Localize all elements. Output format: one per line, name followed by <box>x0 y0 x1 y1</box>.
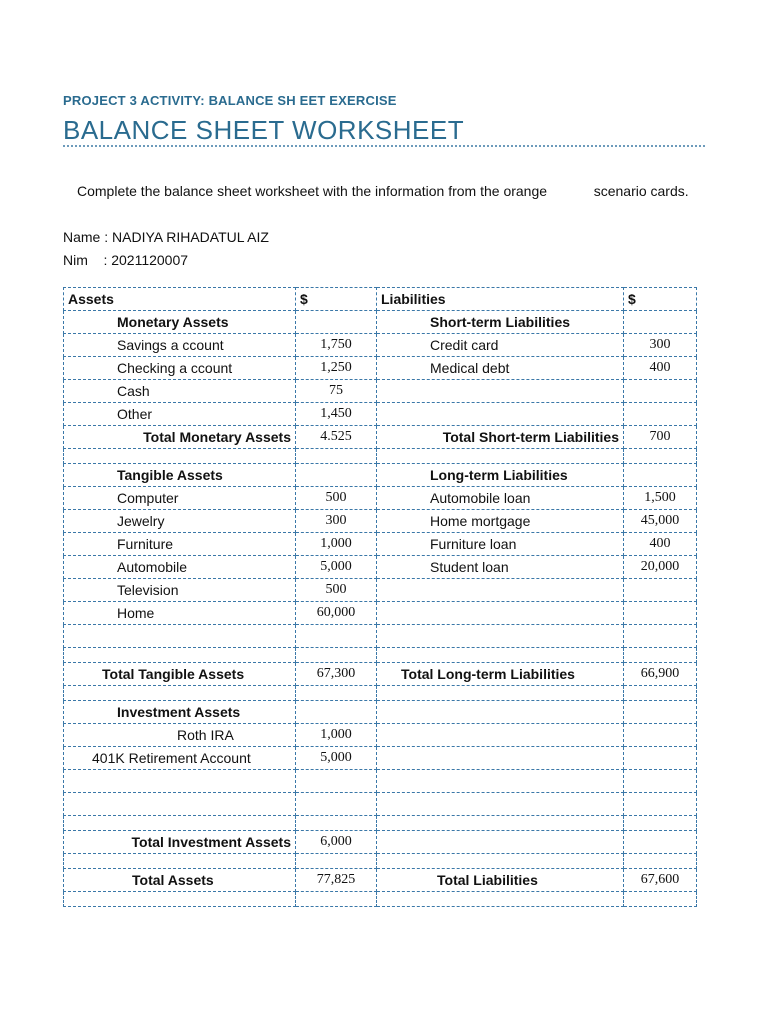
liability-value: 400 <box>624 533 697 556</box>
activity-kicker: PROJECT 3 ACTIVITY: BALANCE SH EET EXERCISE <box>63 93 397 108</box>
instructions-text: Complete the balance sheet worksheet with the information from the orange scenario cards. <box>77 183 689 199</box>
table-row <box>64 380 697 403</box>
table-row <box>64 426 697 449</box>
asset-value: 1,000 <box>296 533 377 556</box>
asset-label: Other <box>64 403 296 426</box>
liability-label: Student loan <box>377 556 624 579</box>
value-cell <box>296 464 377 487</box>
section-heading: Tangible Assets <box>64 464 296 487</box>
asset-value: 5,000 <box>296 556 377 579</box>
total-label: Total Tangible Assets <box>64 663 296 686</box>
empty-cell <box>377 579 624 602</box>
spacer-row <box>64 854 697 869</box>
table-row <box>64 357 697 380</box>
liability-label: Automobile loan <box>377 487 624 510</box>
empty-cell <box>377 724 624 747</box>
total-label: Total Investment Assets <box>64 831 296 854</box>
table-row <box>64 556 697 579</box>
asset-value: 1,450 <box>296 403 377 426</box>
empty-cell <box>624 724 697 747</box>
empty-cell <box>624 602 697 625</box>
table-row <box>64 747 697 770</box>
spacer-row <box>64 892 697 907</box>
liability-label: Medical debt <box>377 357 624 380</box>
asset-value: 500 <box>296 579 377 602</box>
value-cell <box>624 464 697 487</box>
empty-row <box>64 625 697 648</box>
total-value: 700 <box>624 426 697 449</box>
total-value: 4.525 <box>296 426 377 449</box>
asset-value: 60,000 <box>296 602 377 625</box>
empty-cell <box>377 747 624 770</box>
table-row <box>64 602 697 625</box>
liability-label: Furniture loan <box>377 533 624 556</box>
table-row <box>64 724 697 747</box>
empty-row <box>64 770 697 793</box>
liability-label: Credit card <box>377 334 624 357</box>
total-label: Total Monetary Assets <box>64 426 296 449</box>
asset-label: Savings a ccount <box>64 334 296 357</box>
asset-value: 1,250 <box>296 357 377 380</box>
empty-cell <box>624 831 697 854</box>
table-row <box>64 464 697 487</box>
empty-cell <box>377 380 624 403</box>
empty-cell <box>624 380 697 403</box>
empty-cell <box>624 747 697 770</box>
asset-value: 5,000 <box>296 747 377 770</box>
asset-label: Automobile <box>64 556 296 579</box>
empty-cell <box>377 602 624 625</box>
table-row <box>64 311 697 334</box>
liability-label: Home mortgage <box>377 510 624 533</box>
empty-cell <box>624 403 697 426</box>
table-row <box>64 579 697 602</box>
asset-value: 1,750 <box>296 334 377 357</box>
asset-value: 300 <box>296 510 377 533</box>
total-value: 66,900 <box>624 663 697 686</box>
empty-row <box>64 793 697 816</box>
table-row <box>64 487 697 510</box>
section-heading: Investment Assets <box>64 701 296 724</box>
header-liabilities: Liabilities <box>377 288 624 311</box>
asset-label: Checking a ccount <box>64 357 296 380</box>
page-title: BALANCE SHEET WORKSHEET <box>63 115 465 145</box>
total-label: Total Short-term Liabilities <box>377 426 624 449</box>
liability-value: 20,000 <box>624 556 697 579</box>
asset-label: Furniture <box>64 533 296 556</box>
student-nim: Nim : 2021120007 <box>63 252 189 268</box>
liability-value: 45,000 <box>624 510 697 533</box>
table-row <box>64 663 697 686</box>
value-cell <box>624 311 697 334</box>
grand-total-label: Total Assets <box>64 869 296 892</box>
student-name: Name : NADIYA RIHADATUL AIZ <box>63 229 269 245</box>
table-row <box>64 831 697 854</box>
section-heading: Short-term Liabilities <box>377 311 624 334</box>
asset-value: 75 <box>296 380 377 403</box>
empty-cell <box>296 701 377 724</box>
table-row <box>64 701 697 724</box>
table-row <box>64 403 697 426</box>
asset-label: Home <box>64 602 296 625</box>
total-value: 67,300 <box>296 663 377 686</box>
header-liabilities-dollar: $ <box>624 288 697 311</box>
table-row <box>64 334 697 357</box>
liability-value: 400 <box>624 357 697 380</box>
total-value: 6,000 <box>296 831 377 854</box>
liability-value: 1,500 <box>624 487 697 510</box>
table-row <box>64 533 697 556</box>
header-assets-dollar: $ <box>296 288 377 311</box>
asset-label: Television <box>64 579 296 602</box>
header-assets: Assets <box>64 288 296 311</box>
section-heading: Monetary Assets <box>64 311 296 334</box>
grand-total-label: Total Liabilities <box>377 869 624 892</box>
asset-label: Roth IRA <box>64 724 296 747</box>
empty-cell <box>377 831 624 854</box>
empty-cell <box>624 701 697 724</box>
spacer-row <box>64 648 697 663</box>
section-heading: Long-term Liabilities <box>377 464 624 487</box>
total-label: Total Long-term Liabilities <box>377 663 624 686</box>
table-header-row <box>64 288 697 311</box>
value-cell <box>296 311 377 334</box>
empty-cell <box>377 701 624 724</box>
asset-value: 500 <box>296 487 377 510</box>
asset-label: Computer <box>64 487 296 510</box>
title-divider <box>63 145 705 147</box>
asset-label: Cash <box>64 380 296 403</box>
empty-cell <box>377 403 624 426</box>
spacer-row <box>64 449 697 464</box>
balance-sheet-table <box>63 287 697 907</box>
empty-cell <box>624 579 697 602</box>
asset-label: Jewelry <box>64 510 296 533</box>
spacer-row <box>64 816 697 831</box>
asset-value: 1,000 <box>296 724 377 747</box>
asset-label: 401K Retirement Account <box>64 747 296 770</box>
liability-value: 300 <box>624 334 697 357</box>
grand-total-value: 77,825 <box>296 869 377 892</box>
table-row <box>64 869 697 892</box>
grand-total-value: 67,600 <box>624 869 697 892</box>
table-row <box>64 510 697 533</box>
spacer-row <box>64 686 697 701</box>
